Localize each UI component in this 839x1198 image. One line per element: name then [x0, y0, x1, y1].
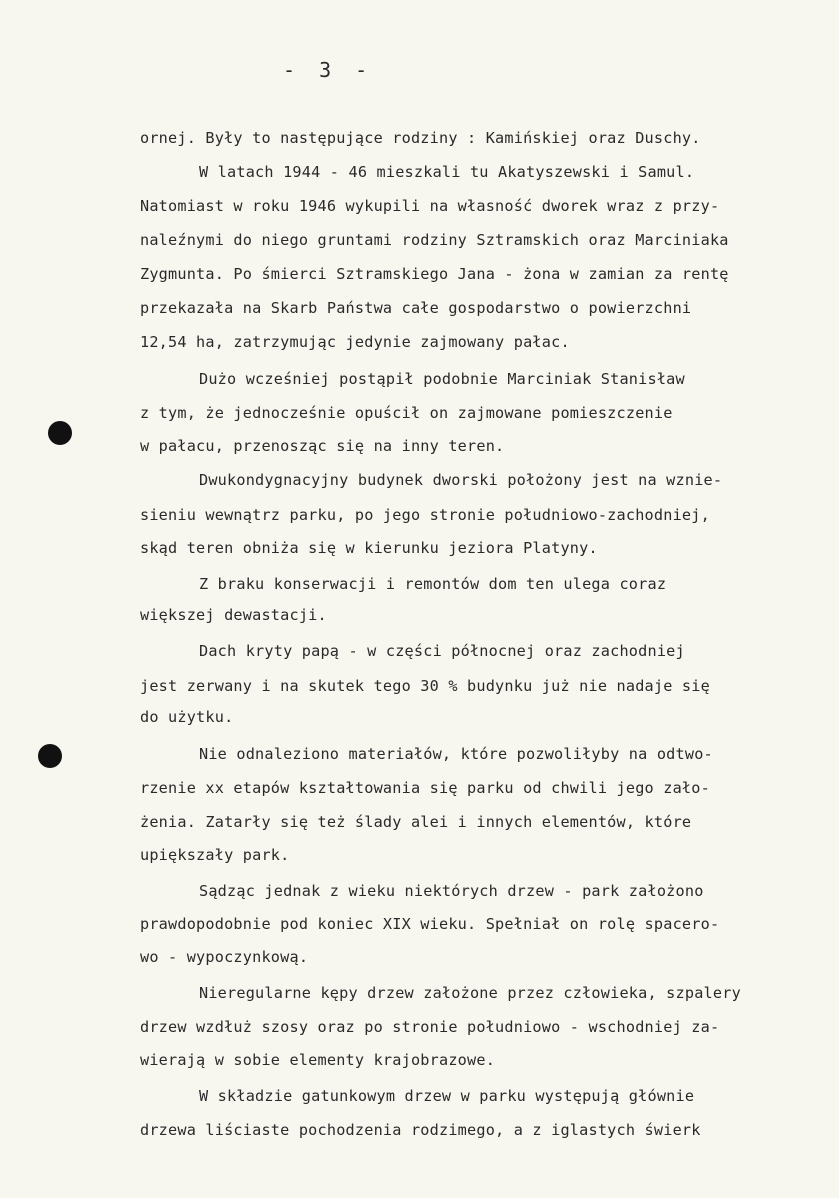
text-line: w pałacu, przenosząc się na inny teren.	[140, 437, 505, 455]
text-line: do użytku.	[140, 708, 234, 726]
text-line: większej dewastacji.	[140, 606, 327, 624]
text-line: naleźnymi do niego gruntami rodziny Sztramskich oraz Marciniaka	[140, 231, 729, 249]
punch-hole-mark	[38, 744, 62, 768]
text-line: Dwukondygnacyjny budynek dworski położony jest na wznie-	[199, 471, 723, 489]
text-line: sieniu wewnątrz parku, po jego stronie południowo-zachodniej,	[140, 506, 710, 524]
text-line: 12,54 ha, zatrzymując jedynie zajmowany pałac.	[140, 333, 570, 351]
text-line: Dużo wcześniej postąpił podobnie Marciniak Stanisław	[199, 370, 685, 388]
page-number: - 3 -	[283, 58, 374, 82]
text-line: przekazała na Skarb Państwa całe gospodarstwo o powierzchni	[140, 299, 692, 317]
text-line: upiększały park.	[140, 846, 290, 864]
text-line: Natomiast w roku 1946 wykupili na własność dworek wraz z przy-	[140, 197, 720, 215]
text-line: Dach kryty papą - w części północnej oraz zachodniej	[199, 642, 685, 660]
text-line: prawdopodobnie pod koniec XIX wieku. Spełniał on rolę spacero-	[140, 915, 720, 933]
text-line: skąd teren obniża się w kierunku jeziora Platyny.	[140, 539, 598, 557]
text-line: W latach 1944 - 46 mieszkali tu Akatyszewski i Samul.	[199, 163, 695, 181]
text-line: z tym, że jednocześnie opuścił on zajmowane pomieszczenie	[140, 404, 673, 422]
text-line: drzewa liściaste pochodzenia rodzimego, a z iglastych świerk	[140, 1121, 701, 1139]
text-line: Sądząc jednak z wieku niektórych drzew - park założono	[199, 882, 704, 900]
text-line: ornej. Były to następujące rodziny : Kamińskiej oraz Duschy.	[140, 129, 701, 147]
text-line: Nie odnaleziono materiałów, które pozwoliłyby na odtwo-	[199, 745, 713, 763]
punch-hole-mark	[48, 421, 72, 445]
text-line: Zygmunta. Po śmierci Sztramskiego Jana - żona w zamian za rentę	[140, 265, 729, 283]
text-line: rzenie xx etapów kształtowania się parku od chwili jego zało-	[140, 779, 710, 797]
text-line: drzew wzdłuż szosy oraz po stronie południowo - wschodniej za-	[140, 1018, 720, 1036]
text-line: Z braku konserwacji i remontów dom ten ulega coraz	[199, 575, 667, 593]
text-line: W składzie gatunkowym drzew w parku występują głównie	[199, 1087, 695, 1105]
text-line: wo - wypoczynkową.	[140, 948, 309, 966]
text-line: Nieregularne kępy drzew założone przez człowieka, szpalery	[199, 984, 741, 1002]
text-line: żenia. Zatarły się też ślady alei i innych elementów, które	[140, 813, 692, 831]
text-line: wierają w sobie elementy krajobrazowe.	[140, 1051, 496, 1069]
text-line: jest zerwany i na skutek tego 30 % budynku już nie nadaje się	[140, 677, 710, 695]
